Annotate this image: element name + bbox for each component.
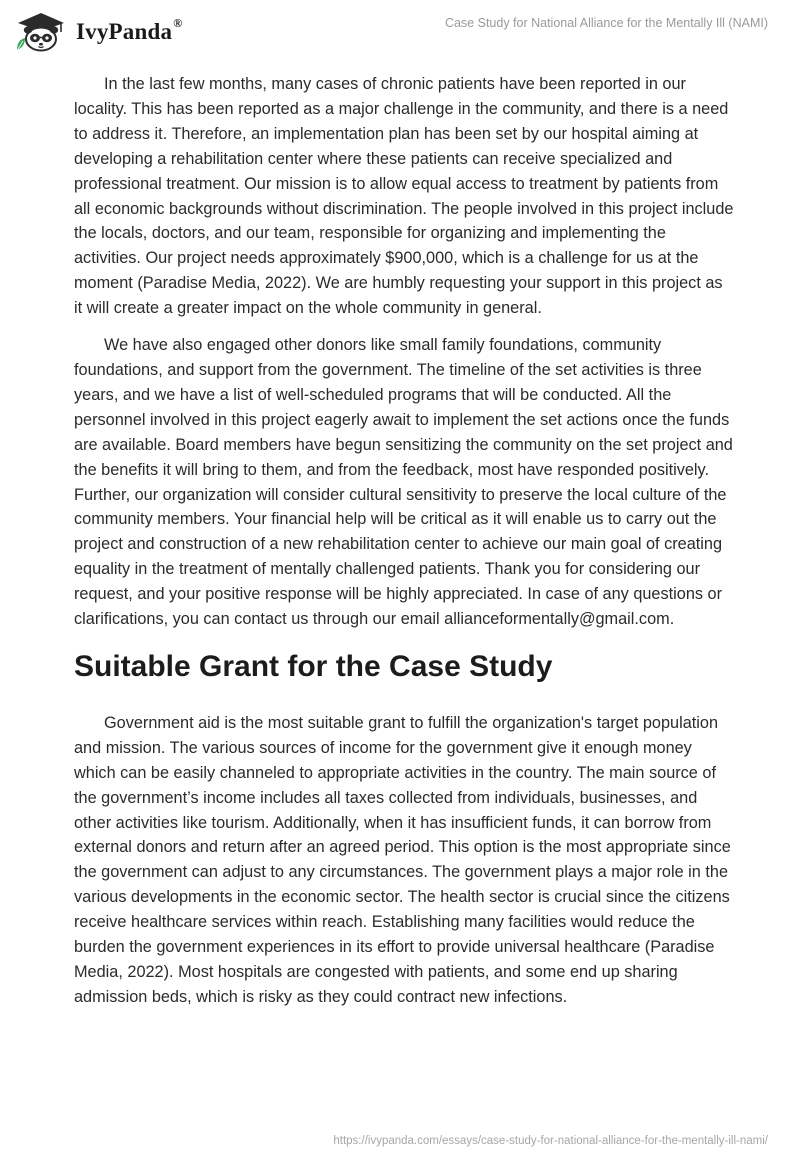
brand-name: IvyPanda® (76, 16, 183, 44)
body-paragraph: We have also engaged other donors like small family foundations, community foundations, and support from the government. The timeline of the set activities is three years, and we have a list of well-scheduled programs that will be conducted. All the personnel involved in this project eagerly await to implement the set actions once the funds are available. Board members have begun sensitizing the community on the set project and the benefits it will bring to them, and from the feedback, most have responded positively. Further, our organization will consider cultural sensitivity to preserve the local culture of the community members. Your financial help will be critical as it will enable us to carry out the project and construction of a new rehabilitation center to achieve our main goal of creating equality in the treatment of mentally challenged patients. Thank you for considering our request, and your positive response will be highly appreciated. In case of any questions or clarifications, you can contact us through our email allianceformentally@gmail.com. (74, 336, 733, 629)
site-logo[interactable] (14, 10, 182, 52)
body-paragraph: In the last few months, many cases of chronic patients have been reported in our locality. This has been reported as a major challenge in the community, and there is a need to address it. Therefore, an implementation plan has been set by our hospital aiming at developing a rehabilitation center where these patients can receive specialized and professional treatment. Our mission is to allow equal access to treatment by patients from all economic backgrounds without discrimination. The people involved in this project include the locals, doctors, and our team, responsible for organizing and implementing the activities. Our project needs approximately $900,000, which is a challenge for us at the moment (Paradise Media, 2022). We are humbly requesting your support in this project as it will create a greater impact on the whole community in general. (74, 75, 734, 318)
body-paragraph: Government aid is the most suitable grant to fulfill the organization's target population and mission. The various sources of income for the government give it enough money which can be easily channeled to appropriate activities in the country. The main source of the government’s income includes all taxes collected from individuals, businesses, and other activities like tourism. Additionally, when it has insufficient funds, it can borrow from external donors and return after an agreed period. This option is the most appropriate since the government can adjust to any circumstances. The government plays a major role in the various developments in the economic sector. The health sector is crucial since the citizens receive healthcare services within reach. Establishing many facilities would reduce the burden the government experiences in its effort to provide universal healthcare (Paradise Media, 2022). Most hospitals are congested with patients, and some end up sharing admission beds, which is risky as they could contract new infections. (74, 713, 731, 1006)
source-url[interactable]: https://ivypanda.com/essays/case-study-for-national-alliance-for-the-mentally-ill-nami/ (333, 1135, 768, 1147)
registered-mark: ® (173, 16, 183, 31)
section-heading: Suitable Grant for the Case Study (74, 649, 553, 683)
document-title: Case Study for National Alliance for the Mentally Ill (NAMI) (444, 16, 768, 30)
panda-graduate-icon (14, 10, 70, 52)
essay-content (74, 72, 734, 1010)
